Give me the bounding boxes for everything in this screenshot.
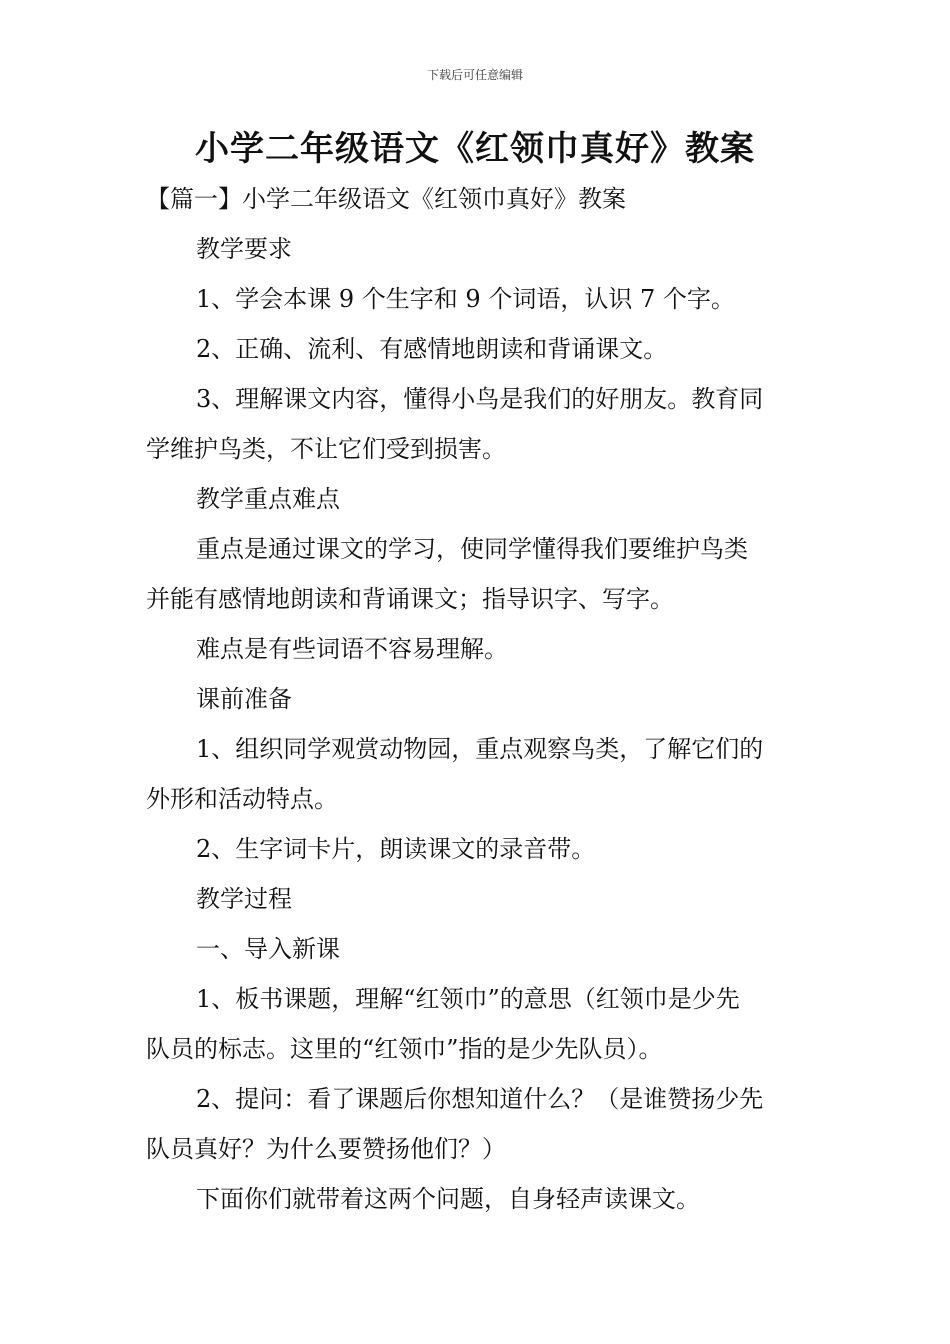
text-line: 外形和活动特点。 (146, 785, 338, 813)
text-line: 学维护鸟类，不让它们受到损害。 (146, 435, 506, 463)
document-body (146, 174, 808, 1224)
text-line: 难点是有些词语不容易理解。 (196, 635, 508, 663)
document-title: 小学二年级语文《红领巾真好》教案 (195, 129, 755, 169)
text-line: 【篇一】小学二年级语文《红领巾真好》教案 (146, 185, 626, 213)
header-note: 下载后可任意编辑 (426, 68, 523, 82)
text-line: 队员的标志。这里的“红领巾”指的是少先队员）。 (146, 1035, 663, 1063)
section-heading: 教学过程 (196, 885, 292, 913)
text-line: 并能有感情地朗读和背诵课文；指导识字、写字。 (146, 585, 674, 613)
text-line: 1、板书课题，理解“红领巾”的意思（红领巾是少先 (196, 985, 740, 1013)
section-heading: 教学要求 (196, 235, 292, 263)
text-line: 2、正确、流利、有感情地朗读和背诵课文。 (196, 335, 668, 363)
text-line: 2、提问：看了课题后你想知道什么？（是谁赞扬少先 (196, 1085, 764, 1113)
text-line: 下面你们就带着这两个问题，自身轻声读课文。 (196, 1185, 700, 1213)
section-heading: 教学重点难点 (196, 485, 340, 513)
text-line: 重点是通过课文的学习，使同学懂得我们要维护鸟类 (196, 535, 748, 563)
text-line: 队员真好？为什么要赞扬他们？） (146, 1135, 506, 1163)
text-line: 1、组织同学观赏动物园，重点观察鸟类，了解它们的 (196, 735, 764, 763)
text-line: 2、生字词卡片，朗读课文的录音带。 (196, 835, 596, 863)
text-line: 3、理解课文内容，懂得小鸟是我们的好朋友。教育同 (196, 385, 764, 413)
section-heading: 课前准备 (196, 685, 292, 713)
text-line: 1、学会本课 9 个生字和 9 个词语，认识 7 个字。 (196, 285, 735, 313)
section-heading: 一、导入新课 (196, 935, 340, 963)
